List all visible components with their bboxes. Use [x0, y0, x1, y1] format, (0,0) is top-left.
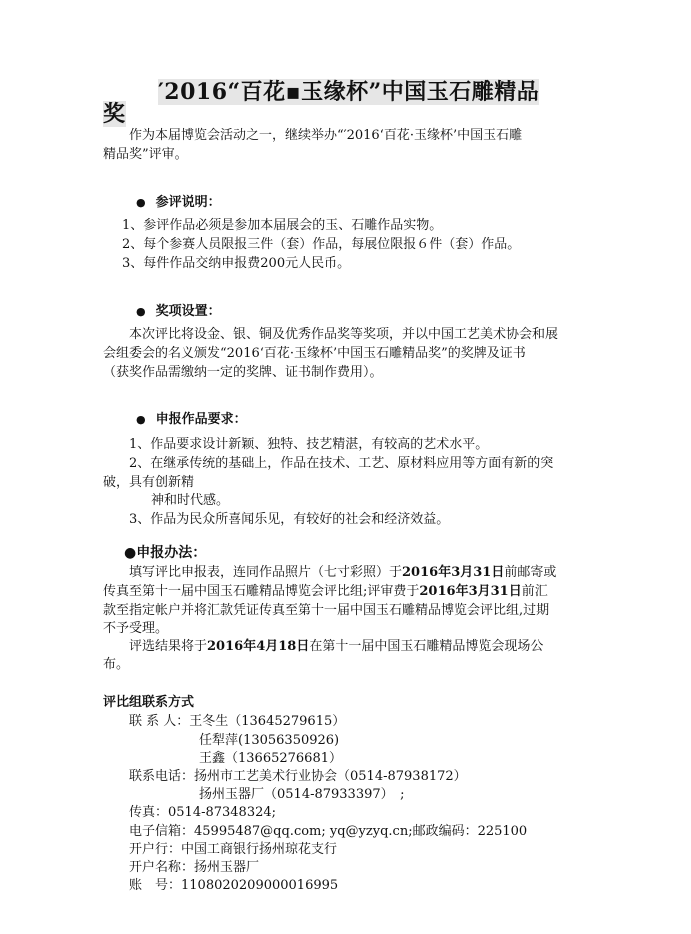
requirement-item-2-line-2: 破，具有创新精: [103, 475, 195, 490]
method-heading: ●申报办法：: [124, 545, 207, 561]
bullet-icon: ●: [136, 305, 146, 318]
contact-account-number: 账 号：1108020209000016995: [129, 878, 339, 893]
awards-heading: ● 奖项设置：: [136, 304, 221, 319]
contact-person-1: 王冬生（13645279615）: [189, 714, 346, 729]
contact-heading: 评比组联系方式: [103, 695, 195, 710]
rules-heading: ● 参评说明：: [136, 195, 221, 210]
contact-bank: 开户行：中国工商银行扬州琼花支行: [129, 842, 338, 857]
contact-phone-label: 联系电话：: [129, 769, 195, 784]
awards-line-2: 会组委会的名义颁发“2016‘百花·玉缘杯’中国玉石雕精品奖”的奖牌及证书: [103, 346, 526, 361]
bullet-icon: ●: [136, 196, 146, 209]
method-line-5: 评选结果将于2016年4月18日在第十一届中国玉石雕精品博览会现场公: [129, 639, 544, 654]
contact-org-1: 扬州市工艺美术行业协会（0514-87938172）: [194, 769, 467, 784]
contact-person-2: 任犁萍(13056350926): [199, 733, 340, 748]
method-line-3: 款至指定帐户并将汇款凭证传真至第十一届中国玉石雕精品博览会评比组,过期: [103, 603, 550, 618]
rules-item-1: 1、参评作品必须是参加本届展会的玉、石雕作品实物。: [122, 218, 443, 233]
requirements-heading: ● 申报作品要求：: [136, 412, 247, 427]
contact-person-row: [129, 712, 345, 731]
requirement-item-3: 3、作品为民众所喜闻乐见，有较好的社会和经济效益。: [129, 512, 450, 527]
document-title-continued: [103, 101, 126, 127]
awards-line-1: 本次评比将设金、银、铜及优秀作品奖等奖项，并以中国工艺美术协会和展: [129, 327, 559, 342]
method-line-4: 不予受理。: [103, 621, 169, 636]
requirement-item-2-line-1: 2、在继承传统的基础上，作品在技术、工艺、原材料应用等方面有新的突: [129, 456, 554, 471]
title-line-2: 奖: [103, 101, 126, 127]
awards-line-3: （获奖作品需缴纳一定的奖牌、证书制作费用）。: [103, 365, 383, 380]
bullet-icon: ●: [136, 413, 146, 426]
rules-item-3: 3、每件作品交纳申报费200元人民币。: [122, 256, 351, 271]
document-title: [158, 79, 539, 105]
title-line-1: ′2016“百花▪玉缘杯”中国玉石雕精品: [158, 79, 540, 105]
contact-phone-row: [129, 767, 467, 786]
contact-person-3: 王鑫（13665276681）: [199, 751, 342, 766]
contact-email: 电子信箱：45995487@qq.com; yq@yzyq.cn;邮政编码：225100: [129, 824, 528, 839]
result-date: 2016年4月18日: [207, 639, 310, 654]
contact-org-2: 扬州玉器厂（0514-87933397） ;: [199, 787, 405, 802]
intro-line-1: 作为本届博览会活动之一，继续举办“′2016‘百花·玉缘杯’中国玉石雕: [129, 128, 523, 143]
intro-line-2: 精品奖”评审。: [103, 147, 188, 162]
rules-item-2: 2、每个参赛人员限报三件（套）作品，每展位限报６件（套）作品。: [122, 237, 521, 252]
method-line-2: 传真至第十一届中国玉石雕精品博览会评比组;评审费于2016年3月31日前汇: [103, 584, 548, 599]
contact-account-name: 开户名称：扬州玉器厂: [129, 860, 260, 875]
contact-fax: 传真：0514-87348324;: [129, 805, 277, 820]
method-line-1: 填写评比申报表，连同作品照片（七寸彩照）于2016年3月31日前邮寄或: [129, 565, 557, 580]
method-line-6: 布。: [103, 657, 130, 672]
deadline-date: 2016年3月31日: [402, 565, 505, 580]
requirement-item-1: 1、作品要求设计新颖、独特、技艺精湛，有较高的艺术水平。: [129, 437, 489, 452]
fee-deadline-date: 2016年3月31日: [419, 584, 522, 599]
contact-person-label: 联 系 人：: [129, 714, 190, 729]
requirement-item-2-line-3: 神和时代感。: [151, 493, 230, 508]
